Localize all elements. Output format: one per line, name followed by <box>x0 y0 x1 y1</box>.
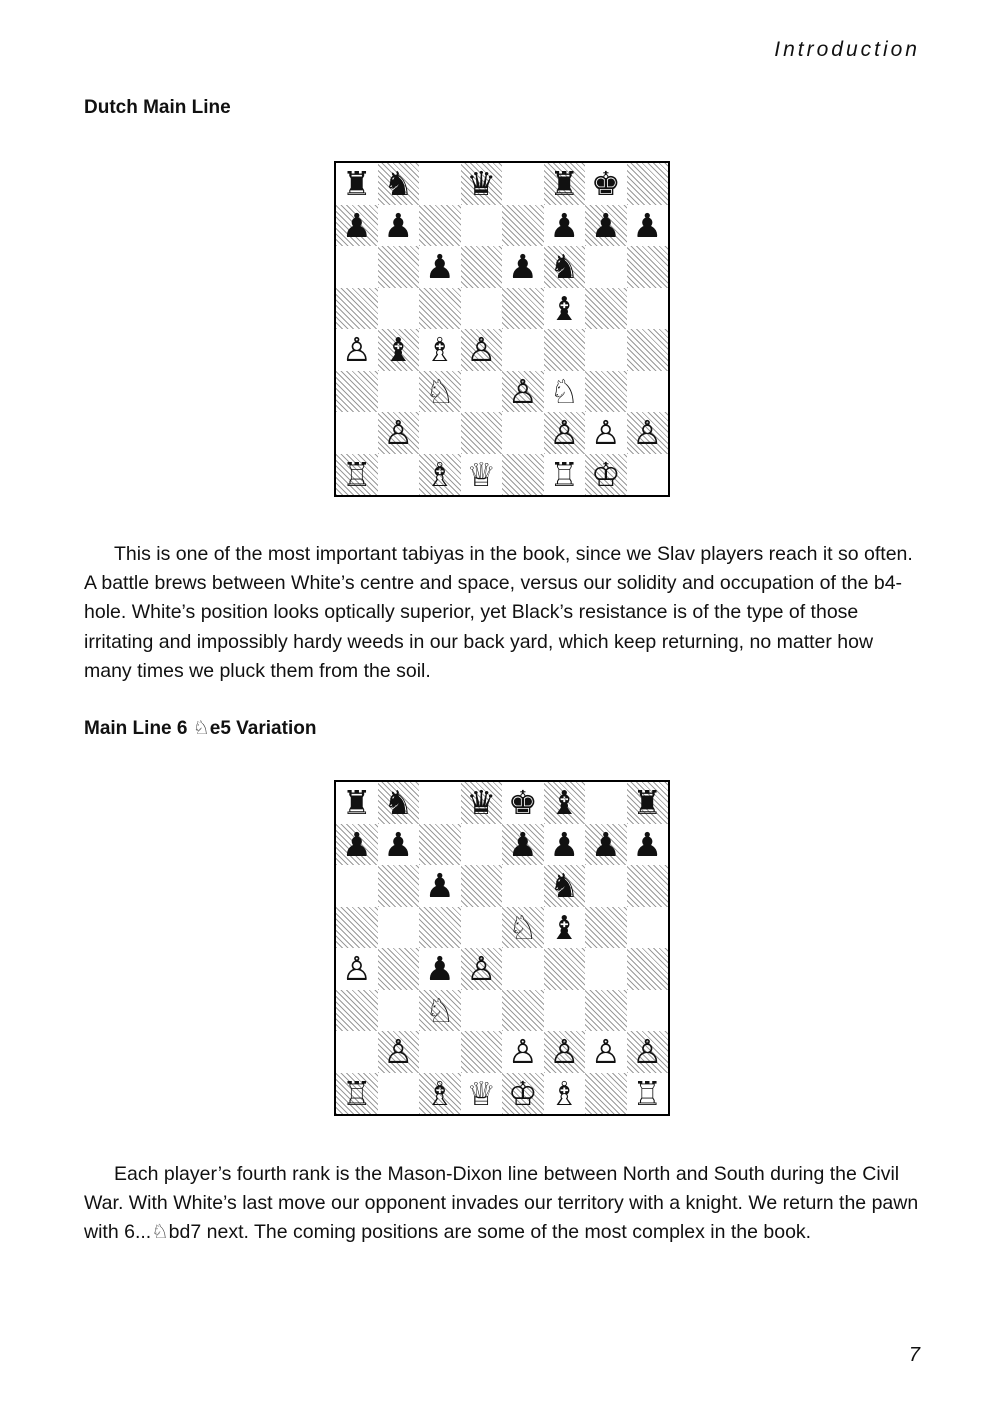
square-e5 <box>502 907 544 949</box>
chess-piece: ♙ <box>632 1032 663 1072</box>
chess-piece: ♙ <box>590 1032 621 1072</box>
square-g2 <box>585 412 627 454</box>
square-d5 <box>461 907 503 949</box>
chess-piece: ♟ <box>424 949 455 989</box>
square-c8 <box>419 163 461 205</box>
chess-piece: ♔ <box>507 1073 538 1113</box>
square-f7 <box>544 205 586 247</box>
square-d6 <box>461 246 503 288</box>
square-h1 <box>627 1073 669 1115</box>
square-d8 <box>461 782 503 824</box>
square-h3 <box>627 990 669 1032</box>
square-b1 <box>378 1073 420 1115</box>
square-e2 <box>502 1031 544 1073</box>
square-c5 <box>419 907 461 949</box>
chess-piece: ♙ <box>341 330 372 370</box>
square-b5 <box>378 288 420 330</box>
square-c1 <box>419 1073 461 1115</box>
square-f3 <box>544 371 586 413</box>
chess-piece: ♟ <box>590 824 621 864</box>
square-h4 <box>627 948 669 990</box>
square-h5 <box>627 288 669 330</box>
square-h2 <box>627 412 669 454</box>
chess-piece: ♟ <box>632 205 663 245</box>
chess-piece: ♗ <box>424 330 455 370</box>
chess-piece: ♝ <box>549 288 580 328</box>
chess-piece: ♟ <box>507 824 538 864</box>
square-a8 <box>336 782 378 824</box>
square-g1 <box>585 454 627 496</box>
chess-piece: ♕ <box>466 1073 497 1113</box>
chess-piece: ♘ <box>424 371 455 411</box>
chess-piece: ♟ <box>590 205 621 245</box>
chess-diagram-main-line-variation <box>334 780 670 1116</box>
square-d7 <box>461 205 503 247</box>
chess-piece: ♜ <box>341 783 372 823</box>
chess-piece: ♖ <box>341 454 372 494</box>
running-head: Introduction <box>774 38 920 61</box>
square-e7 <box>502 205 544 247</box>
chess-piece: ♗ <box>549 1073 580 1113</box>
chess-piece: ♝ <box>549 907 580 947</box>
chess-piece: ♞ <box>549 247 580 287</box>
square-e8 <box>502 782 544 824</box>
square-c1 <box>419 454 461 496</box>
chess-piece: ♙ <box>549 413 580 453</box>
chess-piece: ♞ <box>383 164 414 204</box>
square-g1 <box>585 1073 627 1115</box>
square-d5 <box>461 288 503 330</box>
square-f2 <box>544 1031 586 1073</box>
chess-piece: ♜ <box>632 783 663 823</box>
chess-piece: ♜ <box>549 164 580 204</box>
square-b3 <box>378 990 420 1032</box>
square-b7 <box>378 824 420 866</box>
square-h6 <box>627 865 669 907</box>
chess-piece: ♚ <box>590 164 621 204</box>
square-b2 <box>378 412 420 454</box>
square-c8 <box>419 782 461 824</box>
paragraph-dutch-main-line <box>84 540 924 686</box>
square-a5 <box>336 288 378 330</box>
chess-piece: ♝ <box>383 330 414 370</box>
chess-piece: ♟ <box>341 205 372 245</box>
chess-piece: ♔ <box>590 454 621 494</box>
square-f6 <box>544 246 586 288</box>
square-c2 <box>419 412 461 454</box>
square-a8 <box>336 163 378 205</box>
square-f1 <box>544 454 586 496</box>
square-g5 <box>585 288 627 330</box>
section-heading-main-line-variation: Main Line 6 ♘e5 Variation <box>84 718 317 739</box>
square-d1 <box>461 454 503 496</box>
square-f6 <box>544 865 586 907</box>
square-a5 <box>336 907 378 949</box>
square-c6 <box>419 865 461 907</box>
square-a7 <box>336 824 378 866</box>
square-e3 <box>502 990 544 1032</box>
square-a4 <box>336 948 378 990</box>
square-d6 <box>461 865 503 907</box>
square-c2 <box>419 1031 461 1073</box>
square-h5 <box>627 907 669 949</box>
chess-piece: ♞ <box>383 783 414 823</box>
chess-piece: ♕ <box>466 454 497 494</box>
square-g8 <box>585 782 627 824</box>
square-b6 <box>378 865 420 907</box>
square-e2 <box>502 412 544 454</box>
chess-piece: ♛ <box>466 164 497 204</box>
square-d4 <box>461 329 503 371</box>
chess-piece: ♙ <box>466 330 497 370</box>
square-d2 <box>461 1031 503 1073</box>
square-f4 <box>544 329 586 371</box>
square-a2 <box>336 1031 378 1073</box>
square-e8 <box>502 163 544 205</box>
chess-piece: ♝ <box>549 783 580 823</box>
square-a6 <box>336 865 378 907</box>
square-g2 <box>585 1031 627 1073</box>
square-g4 <box>585 329 627 371</box>
chess-piece: ♘ <box>424 990 455 1030</box>
chess-piece: ♟ <box>341 824 372 864</box>
chess-piece: ♙ <box>507 371 538 411</box>
square-b4 <box>378 948 420 990</box>
chess-piece: ♖ <box>549 454 580 494</box>
square-b4 <box>378 329 420 371</box>
chess-piece: ♞ <box>549 866 580 906</box>
chess-piece: ♛ <box>466 783 497 823</box>
square-h8 <box>627 782 669 824</box>
square-b6 <box>378 246 420 288</box>
square-e1 <box>502 1073 544 1115</box>
square-g5 <box>585 907 627 949</box>
chess-piece: ♙ <box>383 1032 414 1072</box>
square-e6 <box>502 246 544 288</box>
chess-piece: ♟ <box>424 247 455 287</box>
square-g3 <box>585 371 627 413</box>
square-g6 <box>585 246 627 288</box>
square-e5 <box>502 288 544 330</box>
page-number: 7 <box>908 1344 920 1366</box>
square-c4 <box>419 948 461 990</box>
chess-piece: ♟ <box>549 824 580 864</box>
chess-piece: ♙ <box>341 949 372 989</box>
square-a2 <box>336 412 378 454</box>
square-g6 <box>585 865 627 907</box>
chess-piece: ♟ <box>549 205 580 245</box>
square-f5 <box>544 288 586 330</box>
square-h7 <box>627 205 669 247</box>
square-c3 <box>419 990 461 1032</box>
square-d7 <box>461 824 503 866</box>
square-f8 <box>544 782 586 824</box>
square-h3 <box>627 371 669 413</box>
square-e7 <box>502 824 544 866</box>
square-b1 <box>378 454 420 496</box>
square-h8 <box>627 163 669 205</box>
square-a7 <box>336 205 378 247</box>
square-e4 <box>502 948 544 990</box>
chess-piece: ♟ <box>507 247 538 287</box>
square-f1 <box>544 1073 586 1115</box>
square-c6 <box>419 246 461 288</box>
chess-piece: ♟ <box>424 866 455 906</box>
square-c3 <box>419 371 461 413</box>
square-b5 <box>378 907 420 949</box>
square-h1 <box>627 454 669 496</box>
chess-piece: ♙ <box>466 949 497 989</box>
chess-piece: ♟ <box>383 205 414 245</box>
square-e3 <box>502 371 544 413</box>
chess-diagram-dutch-main-line <box>334 161 670 497</box>
square-c7 <box>419 824 461 866</box>
square-f3 <box>544 990 586 1032</box>
square-f4 <box>544 948 586 990</box>
square-e6 <box>502 865 544 907</box>
square-b8 <box>378 782 420 824</box>
chess-piece: ♖ <box>632 1073 663 1113</box>
square-c4 <box>419 329 461 371</box>
chess-piece: ♚ <box>507 783 538 823</box>
square-a4 <box>336 329 378 371</box>
square-a1 <box>336 1073 378 1115</box>
square-b7 <box>378 205 420 247</box>
section-heading-dutch-main-line: Dutch Main Line <box>84 97 231 118</box>
paragraph-text: This is one of the most important tabiyas in the book, since we Slav players reach it so often. A battle brews between White’s centre and space, versus our solidity and occupation of the b4-hole. White’s position looks optically superior, yet Black’s resistance is of the type of those irritating and impossibly hardy weeds in our back yard, which keep returning, no matter how many times we pluck them from the soil. <box>84 543 913 682</box>
square-g8 <box>585 163 627 205</box>
chess-piece: ♗ <box>424 1073 455 1113</box>
chess-piece: ♘ <box>507 907 538 947</box>
square-d1 <box>461 1073 503 1115</box>
square-b3 <box>378 371 420 413</box>
chess-piece: ♙ <box>590 413 621 453</box>
square-f7 <box>544 824 586 866</box>
paragraph-main-line-variation <box>84 1160 924 1248</box>
chess-piece: ♙ <box>507 1032 538 1072</box>
chess-piece: ♙ <box>632 413 663 453</box>
chess-piece: ♘ <box>549 371 580 411</box>
square-d3 <box>461 990 503 1032</box>
square-g4 <box>585 948 627 990</box>
square-h4 <box>627 329 669 371</box>
square-h7 <box>627 824 669 866</box>
square-a1 <box>336 454 378 496</box>
chess-piece: ♙ <box>383 413 414 453</box>
chess-piece: ♟ <box>632 824 663 864</box>
square-f2 <box>544 412 586 454</box>
chess-piece: ♗ <box>424 454 455 494</box>
chess-piece: ♜ <box>341 164 372 204</box>
square-g7 <box>585 824 627 866</box>
square-a3 <box>336 371 378 413</box>
square-d2 <box>461 412 503 454</box>
square-a6 <box>336 246 378 288</box>
square-a3 <box>336 990 378 1032</box>
square-c7 <box>419 205 461 247</box>
square-d4 <box>461 948 503 990</box>
chess-piece: ♙ <box>549 1032 580 1072</box>
square-g3 <box>585 990 627 1032</box>
square-c5 <box>419 288 461 330</box>
square-d3 <box>461 371 503 413</box>
square-g7 <box>585 205 627 247</box>
chess-piece: ♖ <box>341 1073 372 1113</box>
chess-piece: ♟ <box>383 824 414 864</box>
square-h6 <box>627 246 669 288</box>
square-h2 <box>627 1031 669 1073</box>
square-b2 <box>378 1031 420 1073</box>
paragraph-text: Each player’s fourth rank is the Mason-Dixon line between North and South during the Civil War. With White’s last move our opponent invades our territory with a knight. We return the pawn with 6...♘bd7 next. The coming positions are some of the most complex in the book. <box>84 1163 919 1244</box>
square-b8 <box>378 163 420 205</box>
square-e4 <box>502 329 544 371</box>
square-e1 <box>502 454 544 496</box>
square-f5 <box>544 907 586 949</box>
square-d8 <box>461 163 503 205</box>
square-f8 <box>544 163 586 205</box>
